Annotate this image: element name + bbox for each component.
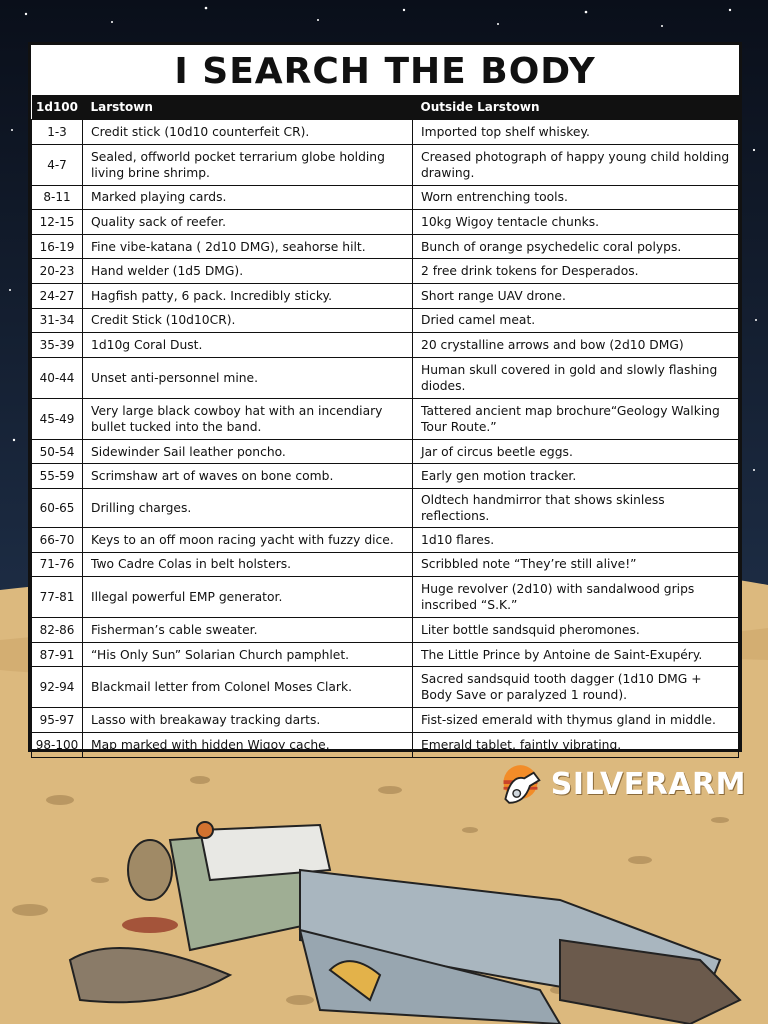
roll-cell: 35-39 [32,333,83,358]
table-row [32,488,739,527]
larstown-cell: Credit stick (10d10 counterfeit CR). [83,120,413,145]
larstown-cell: Marked playing cards. [83,185,413,210]
table-row [32,120,739,145]
table-row [32,259,739,284]
table-row [32,210,739,235]
table-row [32,333,739,358]
outside-cell: Fist-sized emerald with thymus gland in middle. [413,708,739,733]
outside-cell: Dried camel meat. [413,308,739,333]
larstown-cell: Very large black cowboy hat with an incendiary bullet tucked into the band. [83,398,413,439]
larstown-cell: Quality sack of reefer. [83,210,413,235]
table-row [32,357,739,398]
outside-cell: Oldtech handmirror that shows skinless reflections. [413,488,739,527]
outside-cell: Creased photograph of happy young child holding drawing. [413,144,739,185]
larstown-cell: Fisherman’s cable sweater. [83,618,413,643]
larstown-cell: Sealed, offworld pocket terrarium globe holding living brine shrimp. [83,144,413,185]
loot-table-panel [28,42,742,752]
larstown-cell: Keys to an off moon racing yacht with fuzzy dice. [83,527,413,552]
roll-cell: 4-7 [32,144,83,185]
larstown-cell: Two Cadre Colas in belt holsters. [83,552,413,577]
roll-cell: 8-11 [32,185,83,210]
header-larstown: Larstown [83,95,413,120]
table-row [32,308,739,333]
table-row [32,398,739,439]
larstown-cell: 1d10g Coral Dust. [83,333,413,358]
larstown-cell: Hand welder (1d5 DMG). [83,259,413,284]
outside-cell: Short range UAV drone. [413,283,739,308]
roll-cell: 60-65 [32,488,83,527]
larstown-cell: Credit Stick (10d10CR). [83,308,413,333]
roll-cell: 82-86 [32,618,83,643]
outside-cell: Huge revolver (2d10) with sandalwood grips inscribed “S.K.” [413,577,739,618]
table-row [32,144,739,185]
larstown-cell: Hagfish patty, 6 pack. Incredibly sticky. [83,283,413,308]
outside-cell: Sacred sandsquid tooth dagger (1d10 DMG + Body Save or paralyzed 1 round). [413,667,739,708]
table-header-row [32,95,739,120]
larstown-cell: Sidewinder Sail leather poncho. [83,439,413,464]
table-row [32,577,739,618]
table-row [32,642,739,667]
larstown-cell: Lasso with breakaway tracking darts. [83,708,413,733]
outside-cell: Emerald tablet, faintly vibrating. [413,732,739,757]
table-row [32,618,739,643]
roll-cell: 92-94 [32,667,83,708]
table-row [32,185,739,210]
roll-cell: 1-3 [32,120,83,145]
loot-table [31,95,739,758]
outside-cell: The Little Prince by Antoine de Saint-Exupéry. [413,642,739,667]
larstown-cell: Scrimshaw art of waves on bone comb. [83,464,413,489]
header-roll: 1d100 [32,95,83,120]
table-row [32,527,739,552]
roll-cell: 45-49 [32,398,83,439]
larstown-cell: Map marked with hidden Wigoy cache. [83,732,413,757]
outside-cell: Human skull covered in gold and slowly flashing diodes. [413,357,739,398]
outside-cell: Early gen motion tracker. [413,464,739,489]
table-row [32,708,739,733]
header-outside-larstown: Outside Larstown [413,95,739,120]
table-row [32,667,739,708]
larstown-cell: Drilling charges. [83,488,413,527]
larstown-cell: Unset anti-personnel mine. [83,357,413,398]
roll-cell: 50-54 [32,439,83,464]
roll-cell: 55-59 [32,464,83,489]
outside-cell: Imported top shelf whiskey. [413,120,739,145]
table-row [32,439,739,464]
outside-cell: Jar of circus beetle eggs. [413,439,739,464]
silverarm-logo [496,760,746,808]
roll-cell: 66-70 [32,527,83,552]
roll-cell: 71-76 [32,552,83,577]
roll-cell: 98-100 [32,732,83,757]
table-row [32,234,739,259]
larstown-cell: Blackmail letter from Colonel Moses Clark. [83,667,413,708]
roll-cell: 77-81 [32,577,83,618]
outside-cell: Liter bottle sandsquid pheromones. [413,618,739,643]
outside-cell: 2 free drink tokens for Desperados. [413,259,739,284]
outside-cell: Scribbled note “They’re still alive!” [413,552,739,577]
outside-cell: Tattered ancient map brochure“Geology Walking Tour Route.” [413,398,739,439]
table-row [32,283,739,308]
page-title: I SEARCH THE BODY [174,51,596,92]
roll-cell: 87-91 [32,642,83,667]
outside-cell: Bunch of orange psychedelic coral polyps. [413,234,739,259]
roll-cell: 20-23 [32,259,83,284]
roll-cell: 40-44 [32,357,83,398]
table-body [32,120,739,758]
roll-cell: 95-97 [32,708,83,733]
larstown-cell: Fine vibe-katana ( 2d10 DMG), seahorse hilt. [83,234,413,259]
roll-cell: 16-19 [32,234,83,259]
outside-cell: 10kg Wigoy tentacle chunks. [413,210,739,235]
larstown-cell: “His Only Sun” Solarian Church pamphlet. [83,642,413,667]
roll-cell: 12-15 [32,210,83,235]
table-row [32,464,739,489]
robot-arm-sunset-icon [496,760,549,808]
larstown-cell: Illegal powerful EMP generator. [83,577,413,618]
outside-cell: 1d10 flares. [413,527,739,552]
logo-wordmark: SILVERARM [550,766,746,802]
table-row [32,732,739,757]
outside-cell: 20 crystalline arrows and bow (2d10 DMG) [413,333,739,358]
table-row [32,552,739,577]
outside-cell: Worn entrenching tools. [413,185,739,210]
roll-cell: 31-34 [32,308,83,333]
roll-cell: 24-27 [32,283,83,308]
